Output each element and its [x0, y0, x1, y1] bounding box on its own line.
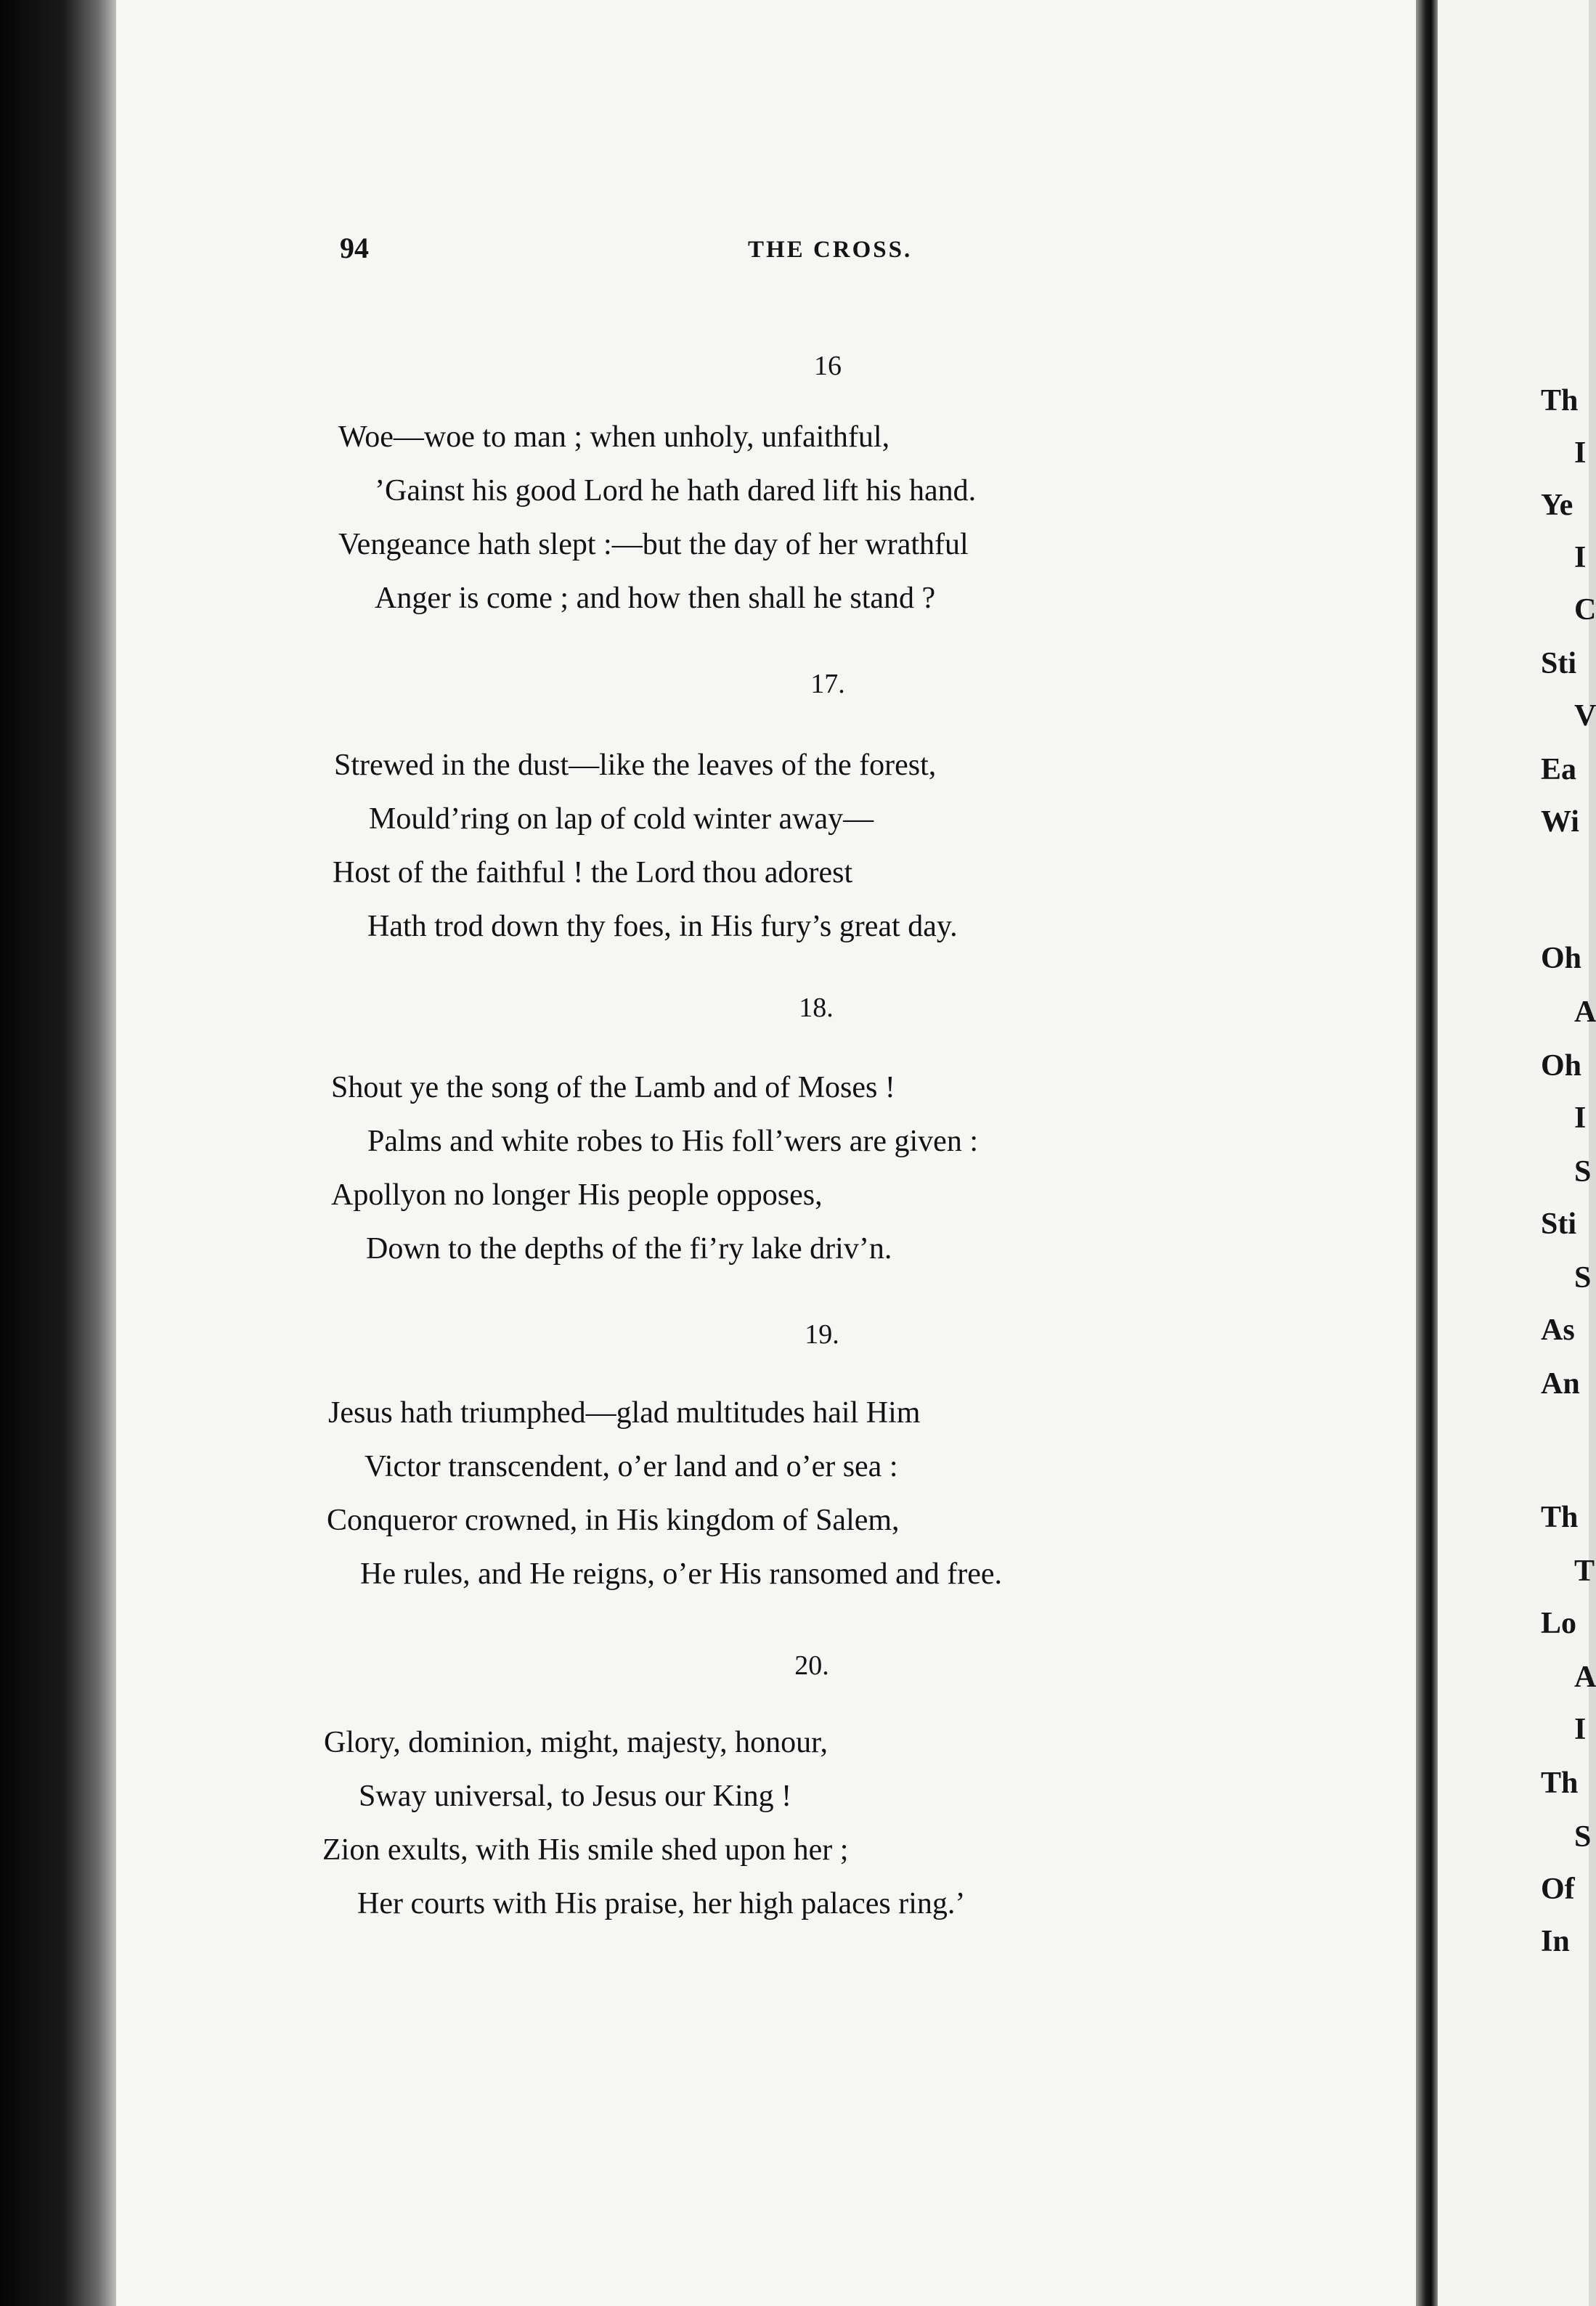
facing-page-fragment: T [1574, 1555, 1595, 1588]
facing-page-fragment: S [1574, 1261, 1592, 1295]
facing-page-fragment: I [1574, 1713, 1587, 1746]
facing-page-fragment: S [1574, 1820, 1592, 1854]
facing-page-fragment: An [1541, 1367, 1580, 1401]
facing-page-fragment: Oh [1541, 1049, 1582, 1083]
facing-page-fragment: Of [1541, 1873, 1575, 1906]
facing-page-fragment: I [1574, 436, 1587, 470]
stanza-number: 20. [794, 1650, 829, 1681]
verse-line: Jesus hath triumphed—glad multitudes hail Him [328, 1396, 921, 1430]
facing-page-fragment: I [1574, 541, 1587, 574]
facing-page-fragment: Ye [1541, 489, 1573, 522]
facing-page-fragment: Sti [1541, 647, 1577, 680]
verse-line: Host of the faithful ! the Lord thou adorest [333, 856, 853, 889]
facing-page-fragment: Lo [1541, 1607, 1577, 1640]
verse-line: Conqueror crowned, in His kingdom of Salem, [327, 1504, 900, 1537]
facing-page-fragment: A [1574, 1661, 1596, 1694]
verse-line: Vengeance hath slept :—but the day of her wrathful [338, 528, 969, 561]
facing-page-fragment: Ea [1541, 753, 1577, 786]
facing-page-fragment: Th [1541, 384, 1579, 417]
verse-line: Glory, dominion, might, majesty, honour, [324, 1726, 828, 1759]
facing-page-fragment: C [1574, 593, 1596, 627]
facing-page-fragment: Oh [1541, 942, 1582, 975]
stanza-number: 18. [799, 993, 834, 1023]
verse-line: Strewed in the dust—like the leaves of the forest, [334, 749, 937, 782]
facing-page-fragment: In [1541, 1925, 1570, 1958]
verse-line: Sway universal, to Jesus our King ! [359, 1780, 792, 1813]
verse-line: Down to the depths of the fi’ry lake driv’n. [366, 1232, 892, 1266]
verse-line: Mould’ring on lap of cold winter away— [369, 802, 874, 836]
facing-page-fragment: As [1541, 1313, 1575, 1347]
verse-line: Woe—woe to man ; when unholy, unfaithful, [338, 420, 890, 454]
facing-page-fragment: Th [1541, 1767, 1579, 1800]
facing-page-fragment: A [1574, 995, 1596, 1029]
facing-page [1438, 0, 1592, 2306]
stanza-number: 19. [805, 1319, 839, 1350]
facing-page-fragment: V [1574, 699, 1596, 733]
verse-line: ’Gainst his good Lord he hath dared lift his hand. [375, 474, 977, 508]
stanza-number: 17. [810, 669, 845, 699]
verse-line: Victor transcendent, o’er land and o’er sea : [365, 1450, 898, 1483]
verse-line: Anger is come ; and how then shall he stand ? [375, 582, 936, 615]
verse-line: Her courts with His praise, her high palaces ring.’ [357, 1887, 966, 1920]
verse-line: Palms and white robes to His foll’wers are given : [367, 1125, 978, 1158]
facing-page-fragment: Sti [1541, 1207, 1577, 1241]
book-gutter [1416, 0, 1438, 2306]
stanza-number: 16 [814, 351, 842, 381]
verse-line: Apollyon no longer His people opposes, [331, 1178, 823, 1212]
page-number: 94 [340, 232, 369, 264]
facing-page-fragment: Wi [1541, 805, 1579, 839]
verse-line: He rules, and He reigns, o’er His ransomed and free. [360, 1557, 1003, 1591]
verse-line: Hath trod down thy foes, in His fury’s great day. [367, 910, 958, 943]
verse-line: Shout ye the song of the Lamb and of Moses ! [331, 1071, 895, 1104]
verse-line: Zion exults, with His smile shed upon her ; [322, 1833, 849, 1867]
facing-page-fragment: S [1574, 1155, 1592, 1189]
left-binding-shadow [0, 0, 116, 2306]
running-head: THE CROSS. [748, 237, 913, 263]
facing-page-fragment: I [1574, 1101, 1587, 1135]
facing-page-fragment: Th [1541, 1501, 1579, 1534]
